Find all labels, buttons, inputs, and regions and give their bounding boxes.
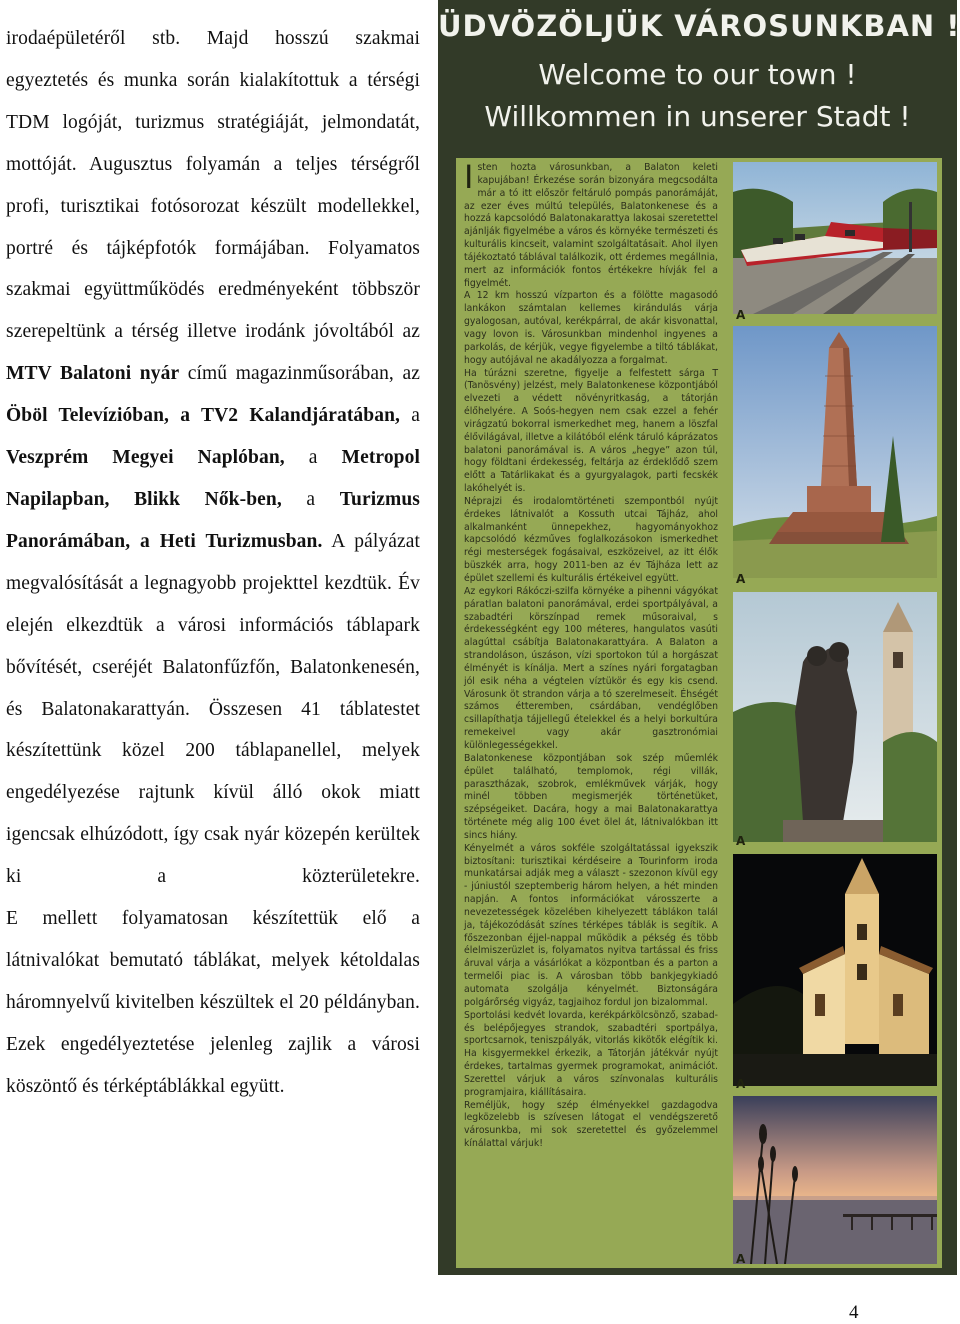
monument-photo (733, 326, 937, 578)
photo-label: A (736, 308, 746, 322)
bold-text-run: Metropol Napilapban, Blikk Nők-ben, (6, 447, 420, 510)
photo-label: A (736, 1252, 746, 1266)
statue-photo (733, 592, 937, 842)
bold-text-run: Turizmus Panorámában, a Heti Turizmusban. (6, 488, 420, 552)
poster-title-hungarian: ÜDVÖZÖLJÜK VÁROSUNKBAN ! (438, 9, 960, 43)
bold-text-run: Veszprém Megyei Naplóban, (6, 447, 285, 469)
poster-title-english: Welcome to our town ! (538, 58, 857, 91)
drop-cap: I (464, 158, 474, 196)
photo-label: A (736, 834, 746, 848)
text-run: E mellett folyamatosan készítettük elő a látnivalókat bemutató táblákat, melyek kétoldalas háromnyelvű kivitelben készültek el 20 példányban. Ezek engedélyeztetése jelenleg zajlik a városi köszöntő és térképtáblákkal együtt. (6, 908, 420, 1097)
article-paragraph (6, 18, 420, 898)
church-photo (733, 854, 937, 1086)
text-run: irodaépületéről stb. Majd hosszú szakmai egyeztetés és munka során kialakítottuk a térségi TDM logóját, turizmus stratégiáját, jelmondatát, mottóját. Augusztus folyamán a teljes térségről profi, turisztikai fotósorozat készült modellekkel, portré és tájképfotók formájában. Folyamatos szakmai együttműködés eredményeként többször szerepeltünk a térség illetve irodánk jóvoltából az (6, 28, 420, 343)
poster-story-paragraph: Ha túrázni szeretne, figyelje a felfestett sárga T (Tanösvény) jelzést, mely Balatonkenese központjából elvezeti a védett növényritkaság, a tátorján élőhelyére. A Soós-hegyen nem csak ezzel a fehér virágzatú bokorral ismerkedhet meg, hanem a löszfal élővilágával, illetve a kilátóból elénk táruló káprázatos balatoni panorámával is. A város „hegye” azon túl, hogy földtani érdekesség, feltárja az érdeklődő szem előtt a Tatárlikakat és a gyurgyalagok, parti fecskék lakóhelyét is. (464, 367, 718, 495)
sunset-photo (733, 1096, 937, 1264)
train-photo (733, 162, 937, 314)
photo-label: A (736, 1077, 746, 1091)
poster-title-german: Willkommen in unserer Stadt ! (484, 100, 911, 133)
poster-story-paragraph: Isten hozta városunkban, a Balaton keleti kapujában! Érkezése során bizonyára megcsodálta már a tó itt először feltáruló pompás panorámáját, az ezer éves múltú település, Balatonkenese és a hozzá kapcsolódó Balatonakarattya lakosai szeretettel ajánlják figyelmébe a város és környéke természeti és kulturális kincseit, valamint szolgáltatásait. Ahol ilyen tájékoztató táblával találkozik, ott érdemes megállnia, mert az információk fontos értékekre hívják fel a figyelmét. (464, 158, 718, 289)
poster-story-paragraph: A 12 km hosszú vízparton és a fölötte magasodó lankákon számtalan kellemes kirándulás várja gyalogosan, autóval, kerékpárral, de akár kisvonattal, vagy lovon is. Városunkban mindenhol ingyenes a parkolás, de kérjük, vegye figyelembe a tiltó táblákat, hogy autójával ne akadályozza a forgalmat. (464, 290, 718, 366)
poster-story-paragraph: Sportolási kedvét lovarda, kerékpárkölcsönző, szabad- és belépőjegyes strandok, szabadtéri sportpálya, sportcsarnok, teniszpályák, vitorlás kikötők elégítik ki. Ha kisgyermekkel érkezik, a Tátorján játékvár nyújt érdekes, tartalmas gyermek programokat, animációt. Szerettel várjuk a város színvonalas kulturális programjaira, kiállításaira. (464, 1009, 718, 1098)
poster-story-paragraph: Az egykori Rákóczi-szilfa környéke a pihenni vágyókat páratlan balatoni panorámával, erdei sportpályával, a szabadtéri körszínpad remek műsoraival, s érdekességként egy 100 méteres, hangulatos vasúti alagúttal csábítja Balatonakarattyára. A Balaton a strandoláson, úszáson, vízi sportokon túl a horgászat élményét is kínálja. Mert a színes nyári forgatagban jól esik néha a végtelen víztükör és egy kis csend. Városunk öt strandon várja a tó szerelmeseit. Éhségét számos étteremben, csárdában, vendéglőben csillapíthatja tájjellegű ételekkel és a helyi borkultúra remekeivel vagy akár gasztronómiai különlegességekkel. (464, 585, 718, 751)
bold-text-run: Öböl Televízióban, a TV2 Kalandjáratában, (6, 405, 400, 427)
text-run: a (284, 447, 342, 469)
poster-panel (456, 158, 942, 1268)
poster-story-paragraph: Balatonkenese központjában sok szép műemlék épület található, templomok, régi villák, parasztházak, szobrok, emlékművek várják, hogy minél többen megismerjék történetüket, szépségeiket. Dacára, hogy a mai Balatonakarattya története még alig 100 évet ölel át, látnivalókban itt sincs hiány. (464, 752, 718, 841)
poster-story-paragraph: Reméljük, hogy szép élményekkel gazdagodva legközelebb is szívesen látogat el vendégszerető városunkba, mi sok szeretettel és győzelemmel kínálattal várjuk! (464, 1099, 718, 1150)
text-run: A pályázat megvalósítását a legnagyobb projekttel kezdtük. Év elején elkezdtük a városi információs táblapark bővítését, cseréjét Balatonfűzfőn, Balatonkenesén, és Balatonakarattyán. Összesen 41 táblatestet készítettünk közel 200 táblapanellel, melyek engedélyezése rajtunk kívül álló okok miatt igencsak elhúzódott, így csak nyár közepén kerültek ki a közterületekre. (6, 530, 420, 888)
article-paragraph (6, 898, 420, 1108)
welcome-poster (438, 0, 960, 1275)
article-column (6, 18, 420, 1108)
poster-story-paragraph: Kényelmét a város sokféle szolgáltatással igyekszik biztosítani: turisztikai kérdéseire a Tourinform iroda munkatársai adják meg a választ - szezonon kívül egy - júniustól szeptemberig három helyen, a hét minden napján. A fontos információkat városszerte a nevezetességek közelében kihelyezett táblákon talál ja, tájékozódását színes térképes táblák is segítik. A főszezonban éjjel-nappal működik a pékség és több élelmiszerüzlet is, folyamatos nyitva tartással és friss áruval várja a vásárlókat a központban és a parton a termelői piac is. A városban több bankjegykiadó automata szolgálja kényelmét. Biztonságára polgárőrség vigyáz, tagjaihoz fordul jon bizalommal. (464, 842, 718, 1008)
bold-text-run: MTV Balatoni nyár (6, 363, 180, 385)
text-run: című magazinműsorában, az (179, 363, 420, 385)
poster-story-paragraph: Néprajzi és irodalomtörténeti szempontból nyújt érdekes látnivalót a Kossuth utcai Tájház, ahol alkalmanként ünnepekhez, hagyományokhoz kapcsolódó kézműves foglalkozásokon ismerkedhet régi mesterségek fogásaival, eszközeivel, az itt élők büszkék arra, hogy 2011-ben az év Tájháza lett az épület szellemi és kulturális értékeivel együtt. (464, 495, 718, 584)
text-run: a (281, 488, 340, 510)
photo-label: A (736, 572, 746, 586)
poster-story (464, 158, 718, 1151)
text-run: a (399, 405, 420, 427)
page-number: 4 (849, 1302, 859, 1323)
